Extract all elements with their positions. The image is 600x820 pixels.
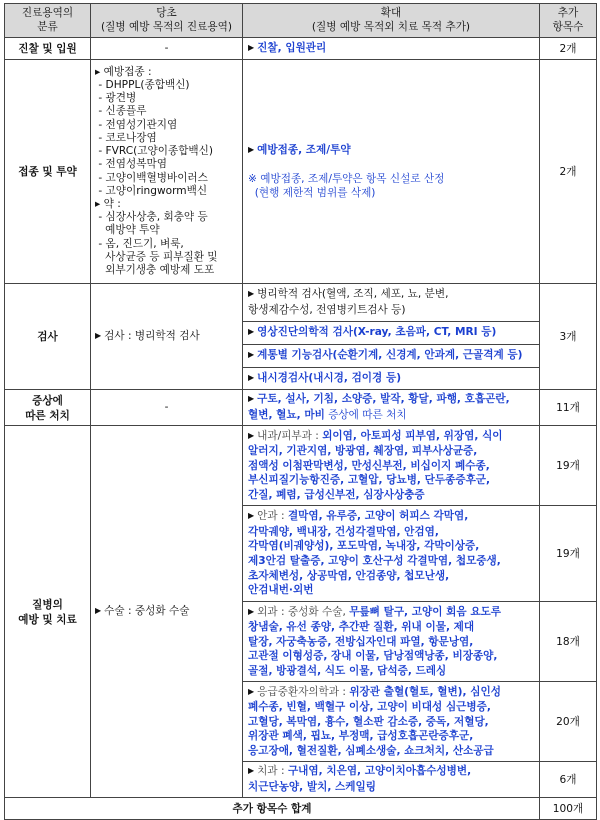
- current-jeopjong-line: ▸ 약 :: [95, 197, 121, 210]
- current-jeopjong-line: - 광견병: [95, 92, 137, 105]
- header-count: 추가 항목수: [540, 4, 597, 38]
- row-jeopjong: [5, 60, 597, 284]
- current-jeopjong-list: [95, 66, 238, 277]
- count-ophthalmology: 19개: [540, 506, 597, 602]
- count-jinchal: 2개: [540, 38, 597, 60]
- count-surgery: 18개: [540, 602, 597, 682]
- jilbyeong-surgery: ▶ 외과 : 중성화 수술, 무릎뼈 탈구, 고양이 회음 요도루 창냄술, 유선 종양, 추간판 질환, 위내 이물, 제대 탈장, 자궁축농증, 전방십자인대 파열, 항문낭염, 고관절 이형성증, 장내 이물, 담낭점액낭종, 비장종양, 골절, 방광결석, 식도 이물, 담석증, 드레싱: [243, 602, 540, 682]
- bullet-icon: ▶: [248, 394, 255, 404]
- jilbyeong-dental: ▶ 치과 : 구내염, 치은염, 고양이치아흡수성병변, 치근단농양, 발치, 스케일링: [243, 762, 540, 798]
- count-emergency: 20개: [540, 682, 597, 762]
- geomsa-item-4: ▶ 내시경검사(내시경, 검이경 등): [243, 368, 540, 390]
- count-jeungsang: 11개: [540, 390, 597, 426]
- current-jeopjong-line: ▸ 예방접종 :: [95, 65, 152, 78]
- bullet-icon: ▶: [248, 766, 255, 776]
- row-jilbyeong-1: [5, 426, 597, 506]
- bullet-icon: ▶: [248, 511, 255, 521]
- current-jeopjong-line: - 옴, 진드기, 벼룩,: [95, 237, 184, 250]
- bullet-icon: ▶: [248, 606, 255, 616]
- category-jilbyeong: 질병의 예방 및 치료: [5, 426, 91, 798]
- note-jeopjong: ※ 예방접종, 조제/투약은 항목 신설로 산정 (현행 제한적 범위를 삭제): [248, 173, 445, 200]
- category-geomsa: 검사: [5, 284, 91, 390]
- category-jeungsang: 증상에 따른 처치: [5, 390, 91, 426]
- current-jeopjong-line: 외부기생충 예방제 도포: [95, 263, 215, 276]
- jilbyeong-internal: ▶ 내과/피부과 : 외이염, 아토피성 피부염, 위장염, 식이 알러지, 기관지염, 방광염, 췌장염, 피부사상균증, 점액성 이첨판막변성, 만성신부전, 비십이지 폐수종, 부신피질기능항진증, 고혈압, 당뇨병, 단두종증후군, 간질, 폐렴, 급성신부전, 심장사상충증: [243, 426, 540, 506]
- current-jeopjong-line: 사상균증 등 피부질환 및: [95, 250, 218, 263]
- header-extended: 확대 (질병 예방 목적외 치료 목적 추가): [243, 4, 540, 38]
- bullet-icon: ▶: [95, 605, 102, 615]
- total-count: 100개: [540, 798, 597, 820]
- current-jeopjong-line: - 전염성복막염: [95, 158, 167, 171]
- current-jeopjong-line: 예방약 투약: [95, 224, 160, 237]
- header-category: 진료용역의 분류: [5, 4, 91, 38]
- category-jinchal: 진찰 및 입원: [5, 38, 91, 60]
- geomsa-item-2: ▶ 영상진단의학적 검사(X-ray, 초음파, CT, MRI 등): [243, 322, 540, 345]
- current-jilbyeong: ▶ 수술 : 중성화 수술: [91, 426, 243, 798]
- treatment-expansion-table: [4, 3, 597, 820]
- current-jeopjong-line: - 코로나장염: [95, 131, 157, 144]
- jilbyeong-ophthalmology: ▶ 안과 : 결막염, 유루증, 고양이 허피스 각막염, 각막궤양, 백내장, 건성각결막염, 안검염, 각막염(비궤양성), 포도막염, 녹내장, 각막이상증, 제3안검 탈출증, 고양이 호산구성 각결막염, 첩모중생, 초자체변성, 상공막염, 안검종양, 첩모난생, 안검내번·외번: [243, 506, 540, 602]
- bullet-icon: ▶: [248, 350, 255, 360]
- current-jeopjong-line: - 신종플루: [95, 105, 147, 118]
- geomsa-item-3: ▶ 계통별 기능검사(순환기계, 신경계, 안과계, 근골격계 등): [243, 345, 540, 368]
- current-jinchal: -: [91, 38, 243, 60]
- bullet-icon: ▶: [95, 330, 102, 340]
- count-internal: 19개: [540, 426, 597, 506]
- current-geomsa: ▶ 검사 : 병리학적 검사: [91, 284, 243, 390]
- row-geomsa-1: [5, 284, 597, 322]
- count-geomsa: 3개: [540, 284, 597, 390]
- current-jeopjong-line: - DHPPL(종합백신): [95, 79, 190, 92]
- current-jeopjong-line: - 고양이ringworm백신: [95, 184, 208, 197]
- extended-jinchal: ▶ 진찰, 입원관리: [243, 38, 540, 60]
- bullet-icon: ▶: [248, 289, 255, 299]
- treatment-table-wrapper: [4, 3, 597, 820]
- current-jeungsang: -: [91, 390, 243, 426]
- header-current: 당초 (질병 예방 목적의 진료용역): [91, 4, 243, 38]
- row-total: [5, 798, 597, 820]
- bullet-icon: ▶: [248, 42, 255, 52]
- current-jeopjong-line: - 전염성기관지염: [95, 118, 178, 131]
- jilbyeong-emergency: ▶ 응급중환자의학과 : 위장관 출혈(혈토, 혈변), 심인성 폐수종, 빈혈, 백혈구 이상, 고양이 비대성 심근병증, 고혈당, 복막염, 흉수, 혈소판 감소증, 중독, 저혈당, 위장관 폐색, 핍뇨, 부정맥, 급성호흡곤란증후군, 응고장애, 혈전질환, 심폐소생술, 쇼크처치, 산소공급: [243, 682, 540, 762]
- bullet-icon: ▶: [248, 430, 255, 440]
- current-jeopjong-line: - 고양이백혈병바이러스: [95, 171, 208, 184]
- bullet-icon: ▶: [248, 144, 255, 154]
- header-row: [5, 4, 597, 38]
- geomsa-item-1: ▶ 병리학적 검사(혈액, 조직, 세포, 뇨, 분변, 항생제감수성, 전염병키트검사 등): [243, 284, 540, 322]
- extended-jeungsang: ▶ 구토, 설사, 기침, 소양증, 발작, 황달, 파행, 호흡곤란, 혈변, 혈뇨, 마비 증상에 따른 처치: [243, 390, 540, 426]
- current-jeopjong-line: - 심장사상충, 회충약 등: [95, 211, 208, 224]
- current-jeopjong: [91, 60, 243, 284]
- total-label: 추가 항목수 합계: [5, 798, 540, 820]
- category-jeopjong: 접종 및 투약: [5, 60, 91, 284]
- row-jinchal: [5, 38, 597, 60]
- bullet-icon: ▶: [248, 686, 255, 696]
- row-jeungsang: [5, 390, 597, 426]
- extended-jeopjong: ▶ 예방접종, 조제/투약 ※ 예방접종, 조제/투약은 항목 신설로 산정 (현행 제한적 범위를 삭제): [243, 60, 540, 284]
- bullet-icon: ▶: [248, 327, 255, 337]
- count-dental: 6개: [540, 762, 597, 798]
- current-jeopjong-line: - FVRC(고양이종합백신): [95, 145, 214, 158]
- bullet-icon: ▶: [248, 372, 255, 382]
- count-jeopjong: 2개: [540, 60, 597, 284]
